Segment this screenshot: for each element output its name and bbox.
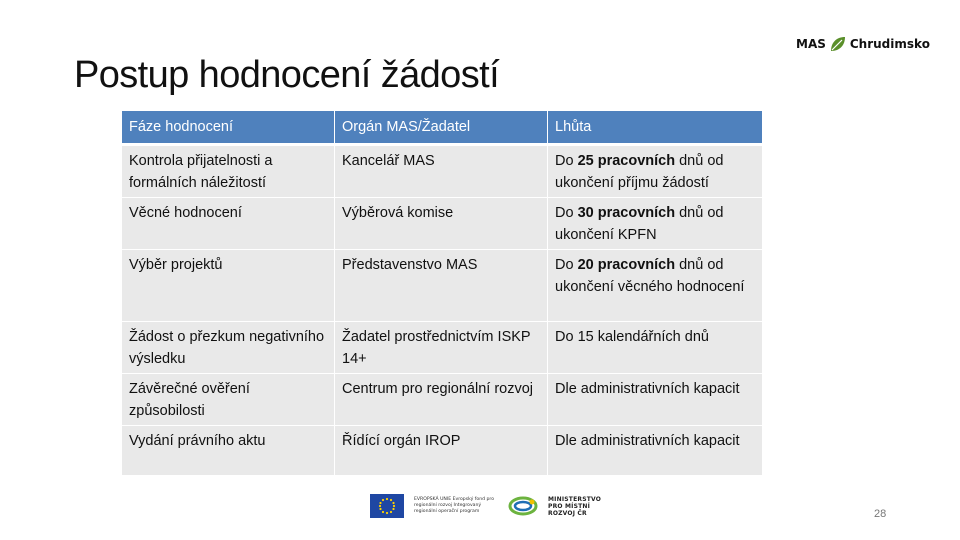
cell-deadline: Dle administrativních kapacit (548, 374, 762, 426)
header-phase: Fáze hodnocení (122, 111, 335, 146)
eu-fund-text: EVROPSKÁ UNIE Evropský fond pro regionální rozvoj Integrovaný regionální operační program (414, 497, 495, 514)
cell-body: Řídící orgán IROP (335, 426, 548, 476)
table-row (122, 250, 762, 322)
page-number: 28 (874, 508, 887, 520)
cell-body: Žadatel prostřednictvím ISKP 14+ (335, 322, 548, 374)
cell-phase: Závěrečné ověření způsobilosti (122, 374, 335, 426)
cell-phase: Žádost o přezkum negativního výsledku (122, 322, 335, 374)
mas-chrudimsko-logo (796, 34, 930, 54)
table-row (122, 426, 762, 476)
evaluation-table (122, 111, 762, 476)
cell-deadline: Dle administrativních kapacit (548, 426, 762, 476)
cell-deadline: Do 25 pracovních dnů od ukončení příjmu žádostí (548, 146, 762, 198)
cell-phase: Věcné hodnocení (122, 198, 335, 250)
cell-phase: Kontrola přijatelnosti a formálních náležitostí (122, 146, 335, 198)
cell-phase: Vydání právního aktu (122, 426, 335, 476)
logo-text-chrudimsko: Chrudimsko (849, 37, 930, 51)
eu-flag-icon (370, 494, 404, 518)
page-title: Postup hodnocení žádostí (74, 54, 500, 96)
logo-text-mas: MAS (796, 37, 826, 51)
table-row (122, 198, 762, 250)
header-deadline: Lhůta (548, 111, 762, 146)
leaf-icon (828, 34, 848, 54)
cell-phase: Výběr projektů (122, 250, 335, 322)
cell-deadline: Do 15 kalendářních dnů (548, 322, 762, 374)
header-body: Orgán MAS/Žadatel (335, 111, 548, 146)
cell-deadline: Do 20 pracovních dnů od ukončení věcného hodnocení (548, 250, 762, 322)
table-header-row (122, 111, 762, 146)
funding-logos (370, 494, 601, 518)
cell-body: Kancelář MAS (335, 146, 548, 198)
irop-logo-icon (508, 494, 538, 518)
ministry-logo-text: MINISTERSTVO PRO MÍSTNÍ ROZVOJ ČR (548, 495, 602, 517)
cell-body: Centrum pro regionální rozvoj (335, 374, 548, 426)
cell-deadline: Do 30 pracovních dnů od ukončení KPFN (548, 198, 762, 250)
cell-body: Představenstvo MAS (335, 250, 548, 322)
table-row (122, 322, 762, 374)
table-row (122, 374, 762, 426)
cell-body: Výběrová komise (335, 198, 548, 250)
table-row (122, 146, 762, 198)
